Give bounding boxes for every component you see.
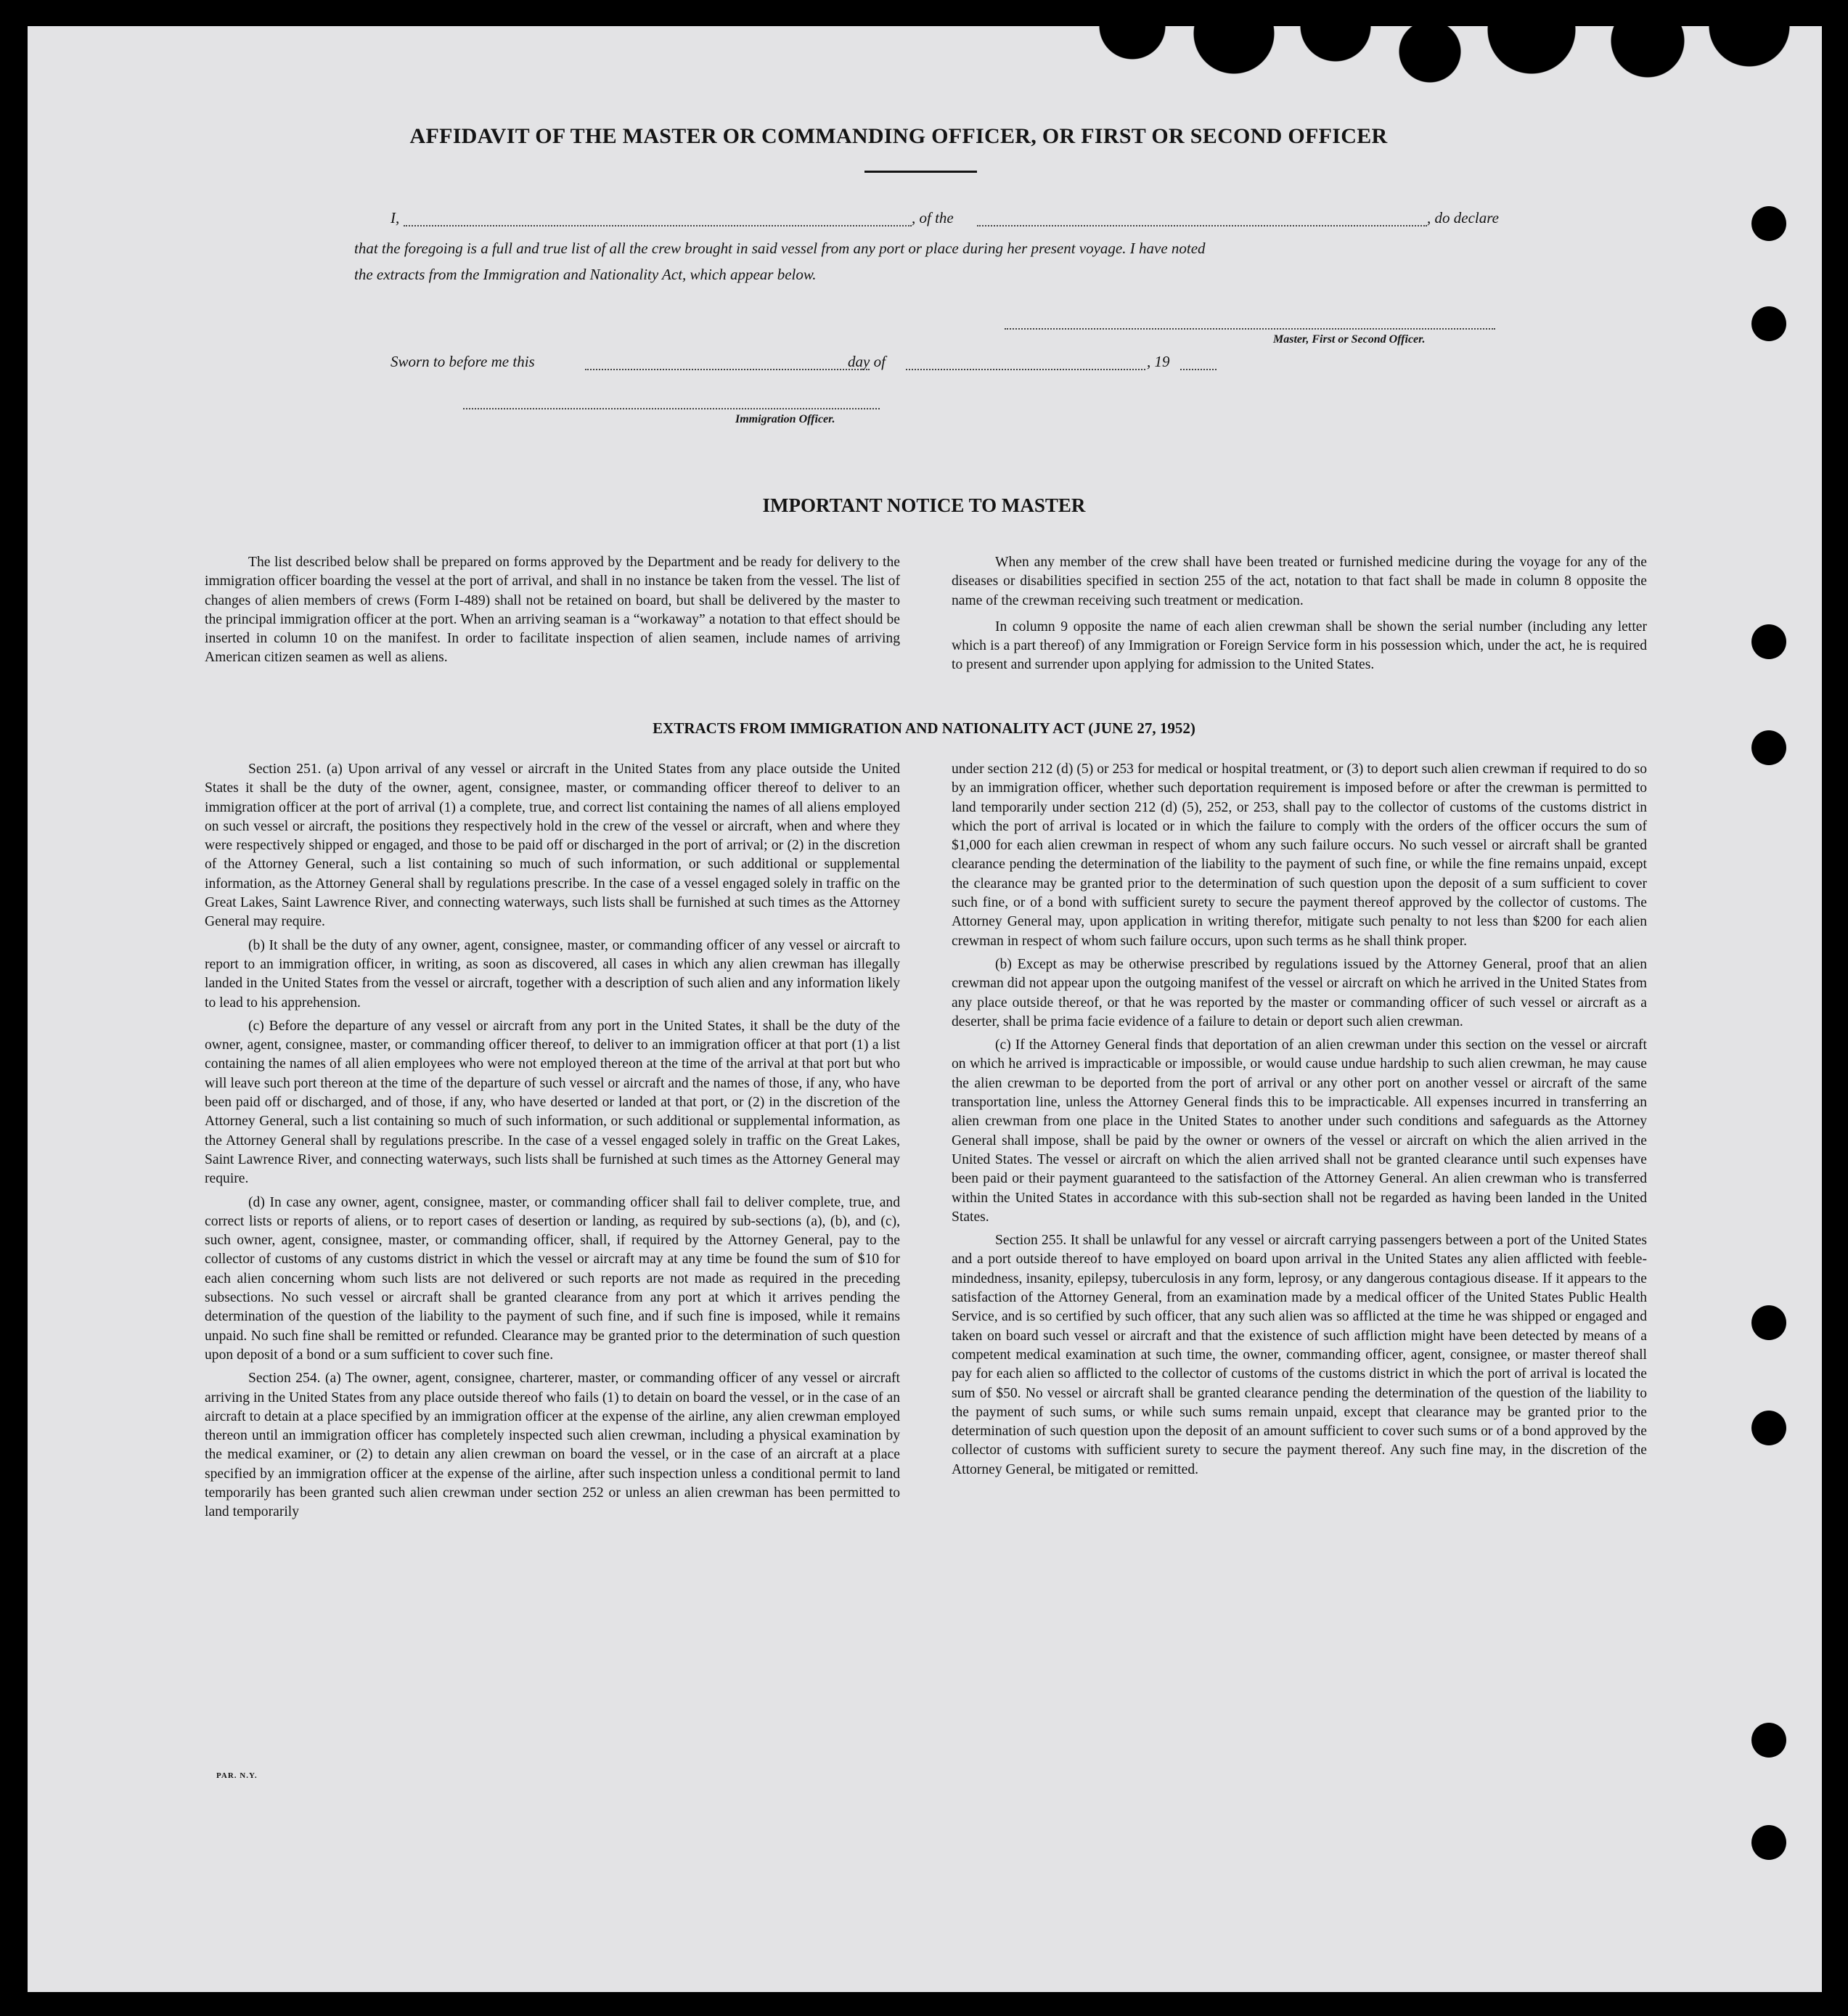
punch-hole	[1751, 624, 1786, 659]
section-251-a: Section 251. (a) Upon arrival of any vessel or aircraft in the United States from any place outside the United States it shall be the duty of the owner, agent, consignee, master, or commanding officer thereof to deliver to an immigration officer at the port of arrival (1) a complete, true, and correct list containing the names of all aliens employed on such vessel or aircraft, the positions they respectively hold in the crew of the vessel or aircraft, when and where they were respectively shipped or engaged, and those to be paid off or discharged in the port of arrival; or (2) in the discretion of the Attorney General, such a list containing so much of such information, or such additional or supplemental information, as the Attorney General shall by regulations prescribe. In the case of a vessel engaged solely in traffic on the Great Lakes, Saint Lawrence River, and connecting waterways, such lists shall be furnished at such times as the Attorney General may require.	[205, 762, 900, 930]
notice-heading: IMPORTANT NOTICE TO MASTER	[762, 494, 1086, 516]
sworn-month-field[interactable]	[906, 369, 1145, 370]
year-label: , 19	[1147, 353, 1170, 370]
torn-edge	[1096, 26, 1822, 121]
notice-right-paragraph-2: In column 9 opposite the name of each alien crewman shall be shown the serial number (including any letter which is a part thereof) of any Immigration or Foreign Service form in his possession which, under the act, he is required to present and surrender upon applying for admission to the United States.	[952, 619, 1647, 673]
name-field[interactable]	[404, 225, 912, 227]
punch-hole	[1751, 1411, 1786, 1445]
master-signature-field[interactable]	[1005, 328, 1495, 330]
printer-mark: PAR. N.Y.	[216, 1771, 258, 1780]
sworn-year-field[interactable]	[1180, 369, 1217, 370]
punch-hole	[1751, 306, 1786, 341]
notice-right-column	[952, 553, 1647, 675]
punch-hole	[1751, 1723, 1786, 1758]
section-254-b: (b) Except as may be otherwise prescribed by regulations issued by the Attorney General, proof that an alien crewman did not appear upon the outgoing manifest of the vessel or aircraft on which he arrived in the United States from any place outside thereof, or that he was reported by the master or commanding officer of such vessel or aircraft as a deserter, shall be prima facie evidence of a failure to detain or deport such alien crewman.	[952, 956, 1647, 1029]
vessel-field[interactable]	[977, 225, 1427, 227]
affidavit-line-2: that the foregoing is a full and true list of all the crew brought in said vessel from any port or place during her present voyage. I have noted	[354, 240, 1206, 257]
section-251-d: (d) In case any owner, agent, consignee, master, or commanding officer shall fail to deliver complete, true, and correct lists or reports of aliens, or to report cases of desertion or landing, as required by sub-sections (a), (b), and (c), such owner, agent, consignee, master, or commanding officer, shall, if required by the Attorney General, pay to the collector of customs of any customs district in which the vessel or aircraft may at any time be found the sum of $10 for each alien concerning whom such lists are not delivered or such reports are not made as required in the preceding subsections. No such vessel or aircraft shall be granted clearance from any port at which it arrives pending the determination of the question of the liability to the payment of such fine, and if such fine is imposed, while it remains unpaid. No such fine shall be remitted or refunded. Clearance may be granted prior to the determination of such question upon deposit of a bond or a sum sufficient to cover such fine.	[205, 1194, 900, 1363]
notice-left-paragraph: The list described below shall be prepared on forms approved by the Department and be ready for delivery to the immigration officer boarding the vessel at the port of arrival, and shall in no instance be taken from the vessel. The list of changes of alien members of crews (Form I-489) shall not be retained on board, but shall be delivered by the master to the principal immigration officer at the port. When an arriving seaman is a “workaway” a notation to that effect should be inserted in column 10 on the manifest. In order to facilitate inspection of alien seamen, include names of arriving American citizen seamen as well as aliens.	[205, 555, 900, 666]
section-251-b: (b) It shall be the duty of any owner, agent, consignee, master, or commanding officer of any vessel or aircraft to report to an immigration officer, in writing, as soon as discovered, all cases in which any alien crewman has illegally landed in the United States from the vessel or aircraft, together with a description of such alien and any information likely to lead to his apprehension.	[205, 937, 900, 1011]
affidavit-declare-label: , do declare	[1427, 209, 1499, 227]
section-254-c: (c) If the Attorney General finds that deportation of an alien crewman under this section on the vessel or aircraft on which he arrived is impracticable or impossible, or would cause undue hardship to such alien crewman, he may cause the alien crewman to be deported from the port of arrival or any other port on another vessel or aircraft of the same transportation line, unless the Attorney General finds this to be impracticable. All expenses incurred in transferring an alien crewman from one place in the United States to another under such conditions and safeguards as the Attorney General shall impose, shall be paid by the owner or owners of the vessel or aircraft on which the alien arrived in the United States. The vessel or aircraft on which the alien arrived shall not be granted clearance until such expenses have been paid or their payment guaranteed to the satisfaction of the Attorney General. An alien crewman who is transferred within the United States in accordance with this sub-section shall not be regarded as having been landed in the United States.	[952, 1037, 1647, 1225]
section-254-a-continued: under section 212 (d) (5) or 253 for medical or hospital treatment, or (3) to deport such alien crewman if required to do so by an immigration officer, whether such deportation requirement is imposed before or after the crewman is permitted to land temporarily under section 212 (d) (5), 252, or 253, shall pay to the collector of customs of the customs district in which the port of arrival is located or in which the failure to comply with the orders of the officer occurs the sum of $1,000 for each alien crewman in respect of whom any such failure occurs. No such vessel or aircraft shall be granted clearance pending the determination of the liability to the payment of such fine, or while the fine remains unpaid, except the clearance may be granted prior to the determination of such question upon the deposit of a sum sufficient to cover such fine, or of a bond with sufficient surety to secure the payment thereof approved by the collector of customs. The Attorney General may, upon application in writing therefor, mitigate such penalty to not less than $200 for each alien crewman in respect of whom such failure occurs, upon such terms as he shall think proper.	[952, 762, 1647, 949]
extracts-heading: EXTRACTS FROM IMMIGRATION AND NATIONALITY ACT (JUNE 27, 1952)	[653, 719, 1195, 737]
sworn-day-field[interactable]	[585, 369, 870, 370]
extracts-left-column	[205, 760, 900, 1522]
sworn-label: Sworn to before me this	[391, 353, 535, 370]
title-rule	[864, 171, 977, 173]
officer-signature-field[interactable]	[463, 408, 880, 409]
punch-hole	[1751, 1825, 1786, 1860]
section-251-c: (c) Before the departure of any vessel or aircraft from any port in the United States, it shall be the duty of the owner, agent, consignee, master, or commanding officer thereof, to deliver to an immigration officer at that port (1) a list containing the names of all alien employees who were not employed thereon at the time of the arrival at that port but who will leave such port thereon at the time of the departure of such vessel or aircraft and the names of those, if any, who have been paid off or discharged, and of those, if any, who have deserted or landed at that port, or (2) in the discretion of the Attorney General, such a list containing so much of such information, or such additional or supplemental information, as the Attorney General shall by regulations prescribe. In the case of a vessel engaged solely in traffic on the Great Lakes, Saint Lawrence River, and connecting waterways, such lists shall be furnished at such times as the Attorney General may require.	[205, 1018, 900, 1187]
master-signature-caption: Master, First or Second Officer.	[1273, 333, 1426, 346]
section-254-a: Section 254. (a) The owner, agent, consignee, charterer, master, or commanding officer of any vessel or aircraft arriving in the United States from any place outside thereof who fails (1) to detain on board the vessel, or in the case of an aircraft to detain at a place specified by an immigration officer at the expense of the airline, any alien crewman employed thereon until an immigration officer has completely inspected such alien crewman, including a physical examination by the medical examiner, or (2) to detain any alien crewman on board the vessel, or in the case of an aircraft at a place specified by an immigration officer at the expense of the airline, after such inspection unless a conditional permit to land temporarily has been granted such alien crewman under section 252 or unless an alien crewman has been permitted to land temporarily	[205, 1371, 900, 1520]
form-page	[28, 26, 1822, 1992]
extracts-right-column	[952, 760, 1647, 1480]
officer-signature-caption: Immigration Officer.	[735, 413, 835, 425]
affidavit-title: AFFIDAVIT OF THE MASTER OR COMMANDING OFFICER, OR FIRST OR SECOND OFFICER	[409, 124, 1388, 148]
punch-hole	[1751, 1305, 1786, 1340]
notice-right-paragraph-1: When any member of the crew shall have been treated or furnished medicine during the voyage for any of the diseases or disabilities specified in section 255 of the act, notation to that fact shall be made in column 8 opposite the name of the crewman receiving such treatment or medication.	[952, 555, 1647, 608]
day-of-label: day of	[848, 353, 886, 370]
punch-hole	[1751, 206, 1786, 241]
section-255: Section 255. It shall be unlawful for any vessel or aircraft carrying passengers between a port of the United States and a port outside thereof to have employed on board upon arrival in the United States any alien afflicted with feeble-mindedness, insanity, epilepsy, tuberculosis in any form, leprosy, or any dangerous contagious disease. If it appears to the satisfaction of the Attorney General, from an examination made by a medical officer of the United States Public Health Service, and is so certified by such officer, that any such alien was so afflicted at the time he was shipped or engaged and taken on board such vessel or aircraft and that the existence of such affliction might have been detected by means of a competent medical examination at such time, the owner, commanding officer, agent, consignee, or master thereof shall pay for each alien so afflicted to the collector of customs of the customs district in which the port of arrival is located the sum of $50. No vessel or aircraft shall be granted clearance pending the determination of the question of the liability to the payment of such sums, or while such sums remain unpaid, except that clearance may be granted prior to the determination of such question upon the deposit of an amount sufficient to cover such sums or of a bond approved by the collector of customs with sufficient surety to secure the payment thereof. Any such fine may, in the discretion of the Attorney General, be mitigated or remitted.	[952, 1233, 1647, 1477]
notice-left-column	[205, 553, 900, 668]
affidavit-of-the-label: , of the	[912, 209, 954, 227]
affidavit-i-label: I,	[391, 209, 400, 227]
affidavit-line-3: the extracts from the Immigration and Nationality Act, which appear below.	[354, 266, 817, 283]
